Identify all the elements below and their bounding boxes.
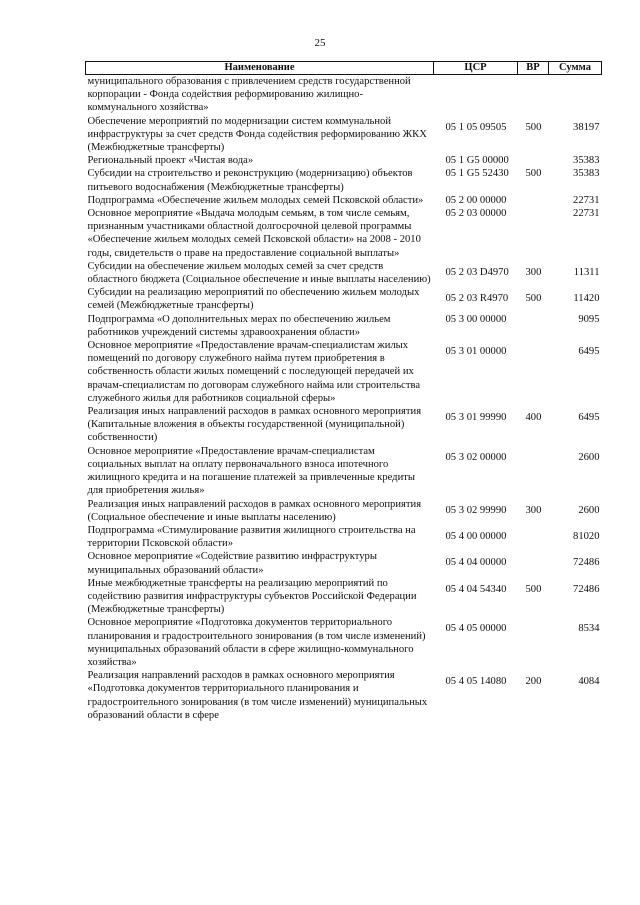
table-row	[86, 167, 602, 193]
table-row	[86, 154, 602, 167]
row-vr: 300	[525, 504, 542, 516]
table-row	[86, 260, 602, 286]
row-csr: 05 4 05 14080	[445, 676, 507, 688]
table-row	[86, 669, 602, 722]
row-csr: 05 3 01 99990	[445, 412, 507, 424]
row-name: Субсидии на строительство и реконструкцию (модернизацию) объектов питьевого водоснабжения (Межбюджетные трансферты)	[87, 168, 413, 193]
row-csr	[434, 75, 518, 115]
row-csr: 05 3 00 00000	[445, 313, 507, 325]
row-vr: 500	[525, 168, 542, 180]
row-name: Региональный проект «Чистая вода»	[87, 155, 254, 167]
row-name: Основное мероприятие «Содействие развитию инфраструктуры муниципальных образований области»	[87, 551, 377, 576]
row-vr: 300	[525, 266, 542, 278]
row-sum: 2600	[578, 451, 600, 463]
row-sum: 11420	[573, 293, 600, 305]
table-row	[86, 194, 602, 207]
row-csr: 05 2 03 D4970	[445, 266, 509, 278]
row-sum: 9095	[578, 313, 600, 325]
row-csr: 05 4 05 00000	[445, 623, 507, 635]
row-name: Основное мероприятие «Подготовка документов территориального планирования и градостроительного зонирования (в том числе изменений) муниципальных образований области в сфере жилищно-коммунального хозяйства»	[87, 617, 426, 668]
row-vr	[518, 550, 549, 576]
row-csr: 05 2 03 00000	[445, 208, 507, 220]
table-row	[86, 616, 602, 669]
table-row	[86, 207, 602, 260]
table-row	[86, 524, 602, 550]
table-row	[86, 75, 602, 115]
row-vr	[518, 75, 549, 115]
row-vr: 500	[525, 583, 542, 595]
row-csr: 05 3 02 99990	[445, 504, 507, 516]
row-vr	[518, 616, 549, 669]
row-name: Иные межбюджетные трансферты на реализацию мероприятий по содействию развития инфраструктуры субъектов Российской Федерации (Межбюджетные трансферты)	[87, 577, 417, 616]
row-name: Основное мероприятие «Выдача молодым семьям, в том числе семьям, признанным участниками областной долгосрочной целевой программы «Обеспечение жильем молодых семей Псковской области» на 2008 - 2010 годы, свидетельств о праве на предоставление социальной выплаты»	[87, 208, 421, 259]
row-name: Основное мероприятие «Предоставление врачам-специалистам жилых помещений по договору служебного найма путем приобретения в собственность области жилых помещений с последующей передачей их врачам-специалистам по договорам служебного найма или строительства служебного жилья для работников социальной сферы»	[87, 340, 421, 404]
row-sum: 22731	[573, 208, 600, 220]
row-sum: 4084	[578, 676, 600, 688]
table-row	[86, 550, 602, 576]
row-sum: 35383	[573, 155, 600, 167]
table-row	[86, 498, 602, 524]
row-csr: 05 4 04 00000	[445, 557, 507, 569]
row-vr	[518, 339, 549, 405]
row-sum: 6495	[578, 412, 600, 424]
row-vr: 500	[525, 121, 542, 133]
table-row	[86, 577, 602, 617]
row-name: Подпрограмма «Обеспечение жильем молодых семей Псковской области»	[87, 194, 424, 206]
row-name: Подпрограмма «О дополнительных мерах по обеспечению жильем работников учреждений системы здравоохранения области»	[87, 313, 391, 338]
row-sum	[549, 75, 602, 115]
table-header-row	[86, 62, 602, 75]
row-csr: 05 4 04 54340	[445, 583, 507, 595]
row-sum: 72486	[573, 583, 600, 595]
row-csr: 05 2 03 R4970	[445, 293, 509, 305]
page-number: 25	[314, 37, 326, 49]
row-sum: 2600	[578, 504, 600, 516]
row-csr: 05 1 G5 52430	[445, 168, 509, 180]
row-sum: 72486	[573, 557, 600, 569]
row-csr: 05 1 05 09505	[445, 121, 507, 133]
row-vr	[518, 445, 549, 498]
row-sum: 11311	[573, 266, 600, 278]
header-name: Наименование	[86, 62, 434, 75]
row-sum: 35383	[573, 168, 600, 180]
row-name: Подпрограмма «Стимулирование развития жилищного строительства на территории Псковской области»	[87, 524, 416, 550]
table-row	[86, 115, 602, 155]
row-csr: 05 3 01 00000	[445, 346, 507, 358]
row-name: Реализация иных направлений расходов в рамках основного мероприятия (Социальное обеспечение и иные выплаты населению)	[87, 498, 422, 523]
row-csr: 05 3 02 00000	[445, 451, 507, 463]
header-csr: ЦСР	[434, 62, 518, 75]
table-row	[86, 339, 602, 405]
row-csr: 05 2 00 00000	[445, 194, 507, 206]
row-name: Обеспечение мероприятий по модернизации систем коммунальной инфраструктуры за счет средств Фонда содействия реформированию ЖКХ (Межбюджетные трансферты)	[87, 115, 427, 154]
table-row	[86, 313, 602, 339]
row-name: Основное мероприятие «Предоставление врачам-специалистам социальных выплат на оплату первоначального взноса ипотечного жилищного кредита и на погашение платежей за привлеченные кредиты для приобретения жилья»	[87, 445, 415, 497]
row-vr: 200	[525, 676, 542, 688]
row-vr	[518, 313, 549, 339]
budget-table	[85, 61, 602, 722]
row-name: Субсидии на реализацию мероприятий по обеспечению жильем молодых семей (Межбюджетные трансферты)	[87, 287, 420, 312]
row-sum: 8534	[578, 623, 600, 635]
row-vr	[518, 194, 549, 207]
row-vr	[518, 207, 549, 260]
row-vr	[518, 154, 549, 167]
header-sum: Сумма	[549, 62, 602, 75]
row-vr	[518, 524, 549, 550]
row-sum: 38197	[573, 121, 600, 133]
row-vr: 500	[525, 293, 542, 305]
row-csr: 05 4 00 00000	[445, 530, 507, 542]
row-name: Субсидии на обеспечение жильем молодых семей за счет средств областного бюджета (Социальное обеспечение и иные выплаты населению)	[87, 260, 431, 286]
table-row	[86, 405, 602, 445]
header-vr: ВР	[518, 62, 549, 75]
row-sum: 6495	[578, 346, 600, 358]
row-name: Реализация направлений расходов в рамках основного мероприятия «Подготовка документов территориального планирования и градостроительного зонирования (в том числе изменений) муниципальных образований области в сфере	[87, 670, 428, 721]
row-sum: 22731	[573, 194, 600, 206]
row-sum: 81020	[573, 530, 600, 542]
row-csr: 05 1 G5 00000	[445, 155, 509, 167]
row-name: Реализация иных направлений расходов в рамках основного мероприятия (Капитальные вложения в объекты государственной (муниципальной) собственности)	[87, 406, 422, 444]
table-row	[86, 286, 602, 312]
row-vr: 400	[525, 412, 542, 424]
table-row	[86, 445, 602, 498]
row-name: муниципального образования с привлечением средств государственной корпорации - Фонда содействия реформированию жилищно-коммунального хозяйства»	[87, 76, 411, 114]
